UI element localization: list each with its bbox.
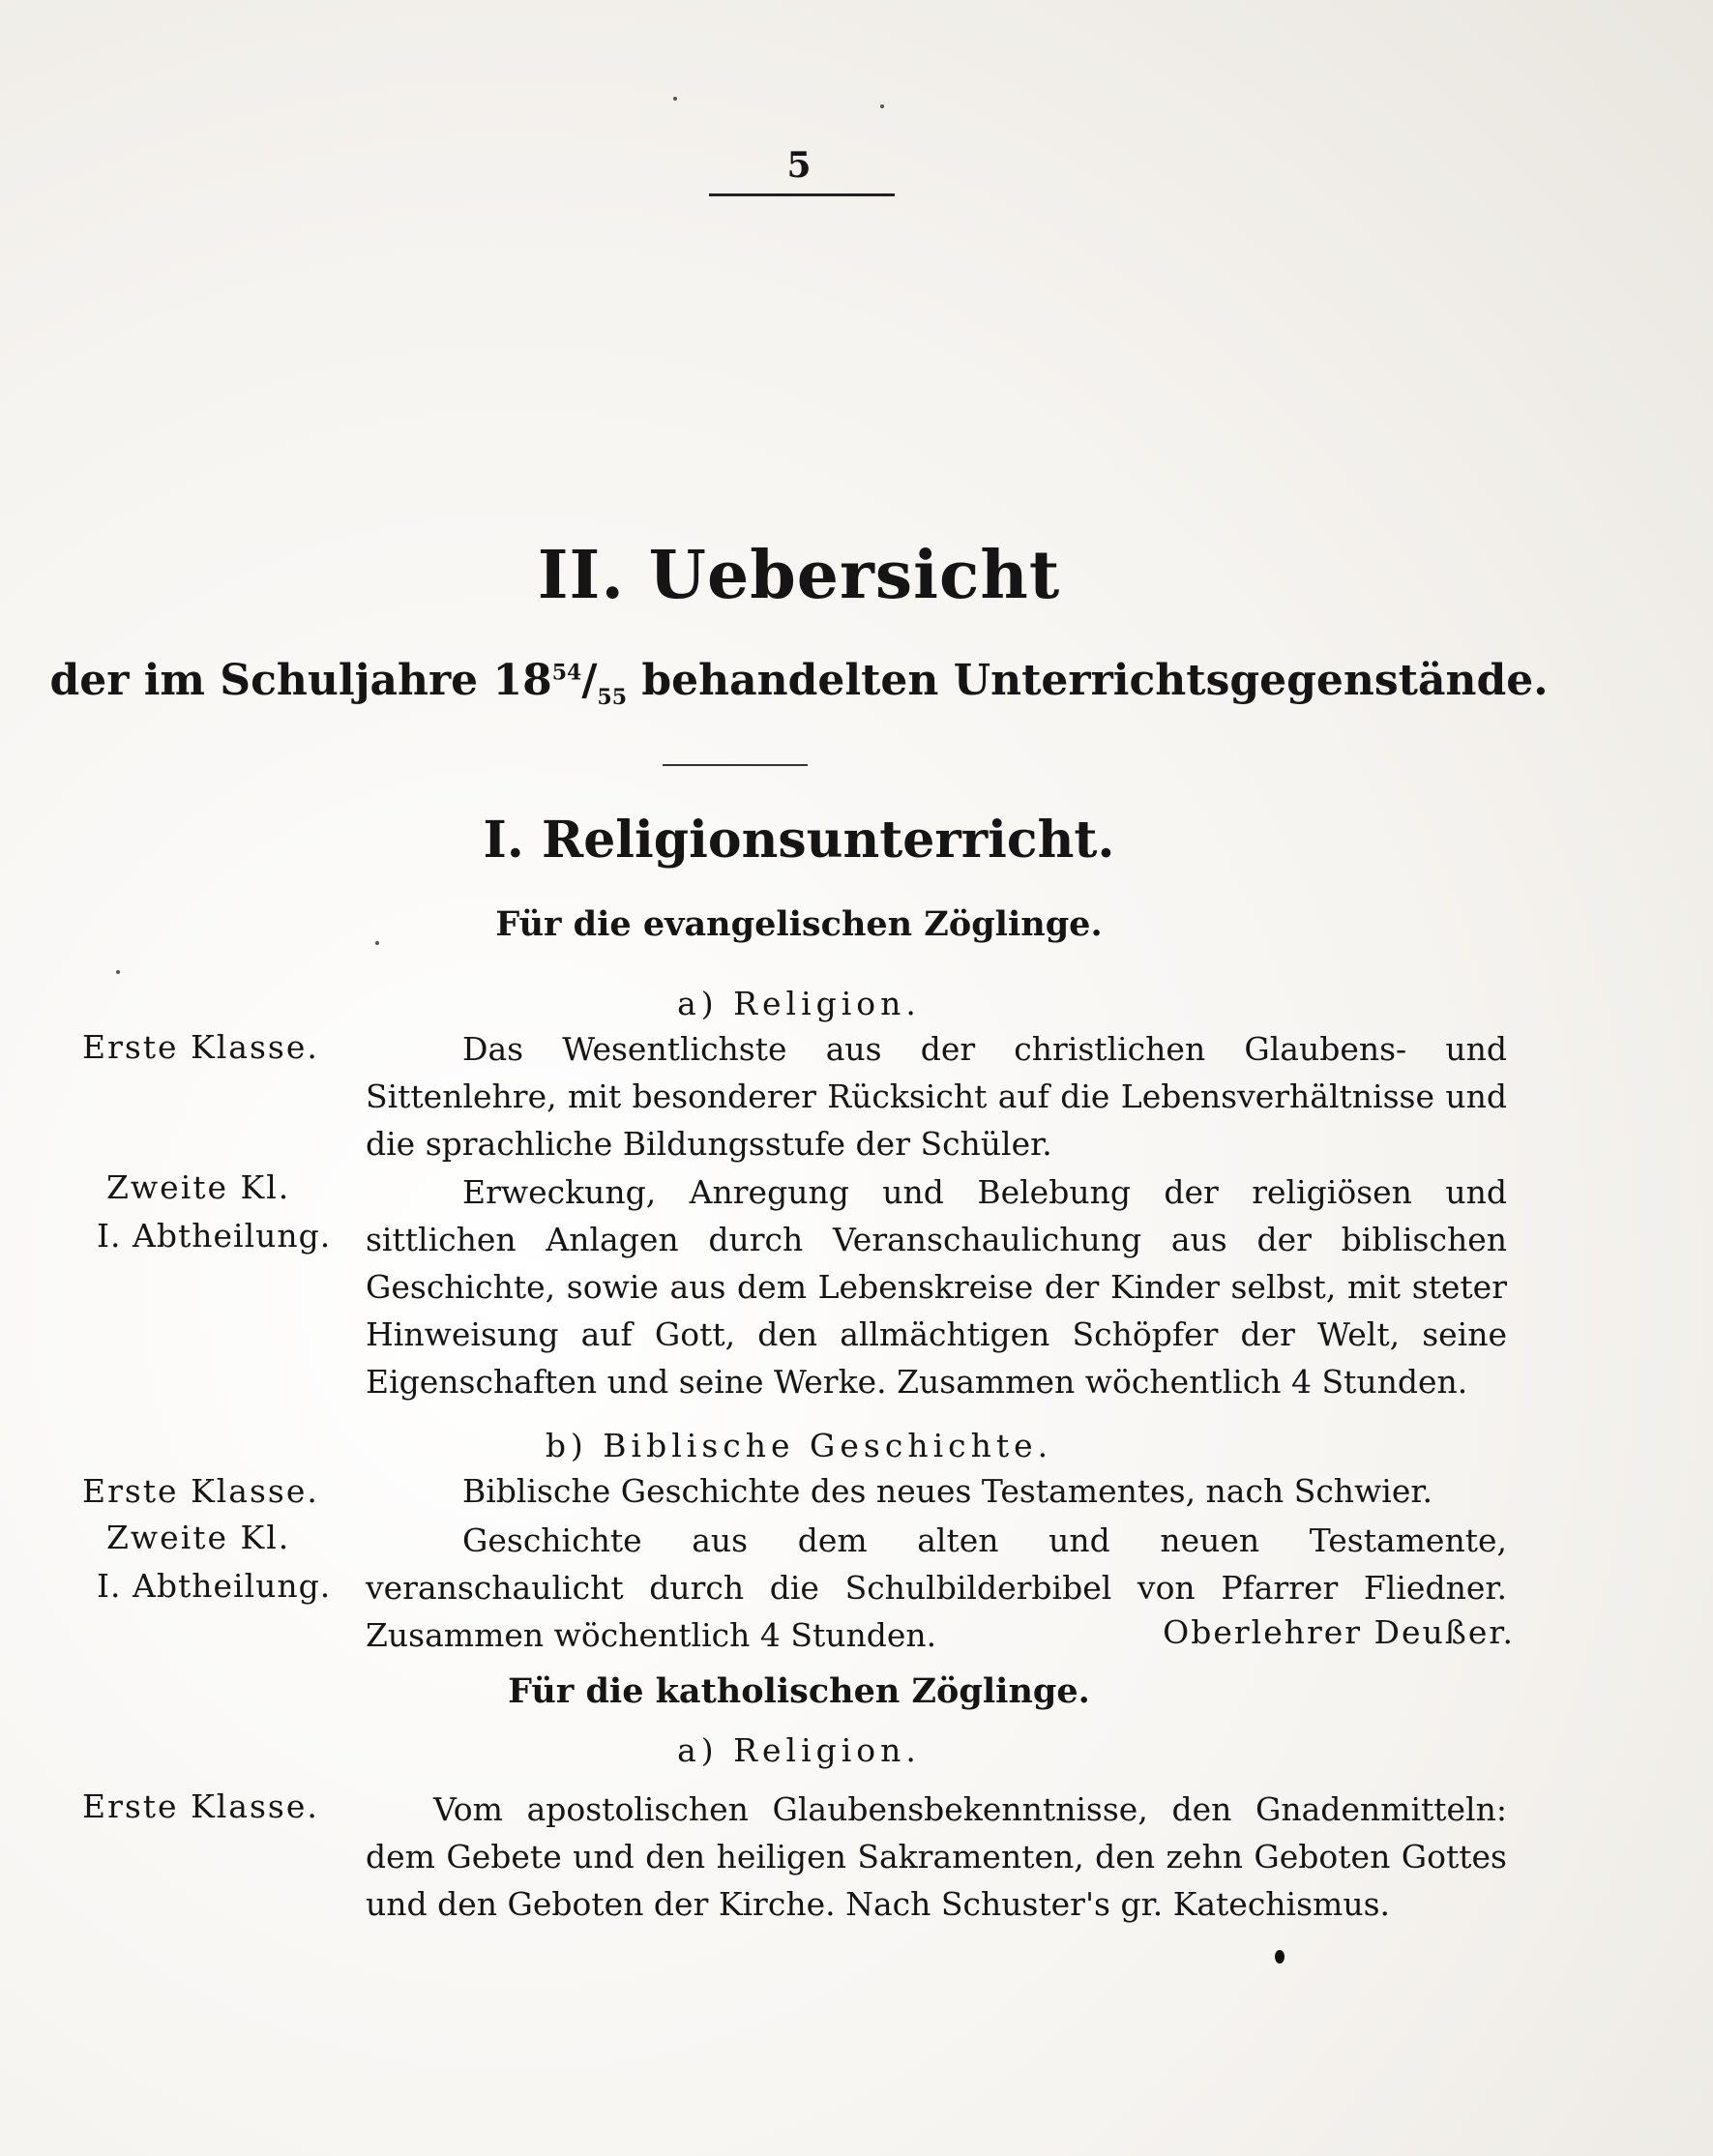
division-label: I. Abtheilung. <box>97 1567 332 1605</box>
entry-text: Vom apostolischen Glaubensbekenntnisse, den Gnadenmitteln: dem Gebete und den heiligen Sakramenten, den zehn Geboten Gottes und den Geboten der Kirche. Nach Schuster's gr. Katechismus. <box>366 1790 1507 1923</box>
teacher-signature: Oberlehrer Deußer. <box>1163 1613 1515 1651</box>
group-heading-evangelical: Für die evangelischen Zöglinge. <box>495 904 1103 944</box>
ink-dot <box>1275 1950 1285 1964</box>
class-label: Erste Klasse. <box>82 1028 319 1066</box>
page-number: 5 <box>786 145 812 186</box>
subject-heading-religion: a) Religion. <box>677 1731 921 1769</box>
entry-text: Das Wesentlichste aus der christlichen Glaubens- und Sittenlehre, mit besonderer Rücksicht auf die Lebensverhältnisse und die sprachliche Bildungsstufe der Schüler. <box>366 1030 1507 1163</box>
entry-text: Erweckung, Anregung und Belebung der religiösen und sittlichen Anlagen durch Veranschaulichung aus der biblischen Geschichte, sowie aus dem Lebenskreise der Kinder selbst, mit steter Hinweisung auf Gott, den allmächtigen Schöpfer der Welt, seine Eigenschaften und seine Werke. Zusammen wöchentlich 4 Stunden. <box>366 1173 1507 1401</box>
class-label: Erste Klasse. <box>82 1472 319 1510</box>
group-heading-catholic: Für die katholischen Zöglinge. <box>508 1671 1090 1711</box>
ink-speck <box>880 104 884 108</box>
subsection-title: I. Religionsunterricht. <box>483 811 1115 870</box>
ink-speck <box>673 97 677 101</box>
section-divider <box>663 764 808 766</box>
entry-text: Geschichte aus dem alten und neuen Testamente, veranschaulicht durch die Schulbilderbibel von Pfarrer Fliedner. Zusammen wöchentlich 4 Stunden. <box>366 1521 1507 1654</box>
subject-heading-religion: a) Religion. <box>677 985 921 1022</box>
page-number-rule <box>709 193 895 196</box>
class-label: Zweite Kl. <box>106 1168 291 1206</box>
ink-speck <box>116 970 120 974</box>
subject-heading-biblical-history: b) Biblische Geschichte. <box>545 1427 1053 1464</box>
class-label: Erste Klasse. <box>82 1787 319 1825</box>
division-label: I. Abtheilung. <box>97 1217 332 1255</box>
entry-text: Biblische Geschichte des neues Testamentes, nach Schwier. <box>462 1472 1433 1510</box>
section-title: II. Uebersicht <box>537 537 1061 614</box>
section-subtitle: der im Schuljahre $18^{54}/_{55}$ behandelten Unterrichtsgegenstände. <box>49 656 1549 710</box>
class-label: Zweite Kl. <box>106 1519 291 1556</box>
